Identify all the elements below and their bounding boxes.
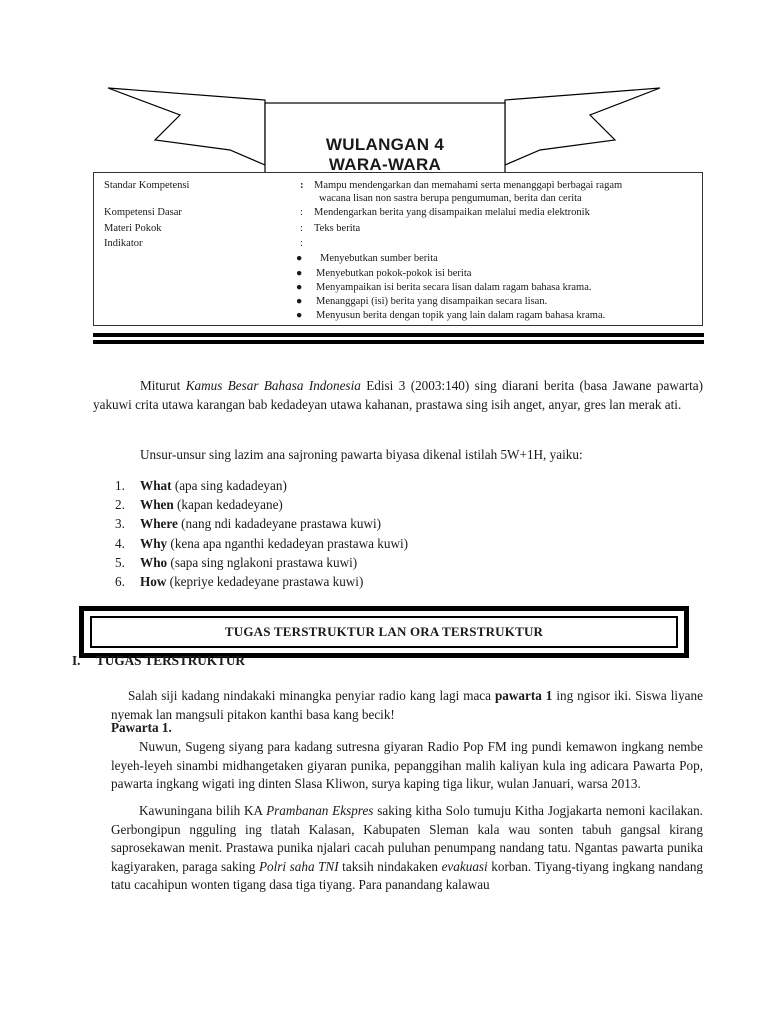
divider-rule xyxy=(93,333,704,337)
intro-paragraph: Miturut Kamus Besar Bahasa Indonesia Edisi 3 (2003:140) sing diarani berita (basa Jawane pawarta) yakuwi crita utawa karangan bab kedadeyan utawa kahanan, prastawa sing isih anget, anyar, gres lan merak ati. xyxy=(93,378,703,412)
instruction-paragraph: Salah siji kadang nindakaki minangka penyiar radio kang lagi maca pawarta 1 ing ngisor iki. Siswa liyane nyemak lan mangsuli pitakon kanthi basa kang becik! xyxy=(111,688,703,722)
competency-label: Indikator xyxy=(104,238,143,249)
list-item: 3. Where (nang ndi kadadeyane prastawa kuwi) xyxy=(115,516,382,531)
competency-colon: : xyxy=(300,223,303,234)
indicator-item: Menanggapi (isi) berita yang disampaikan secara lisan. xyxy=(316,296,548,307)
competency-box xyxy=(93,172,703,326)
divider-rule xyxy=(93,340,704,344)
tugas-heading: TUGAS TERSTRUKTUR LAN ORA TERSTRUKTUR xyxy=(90,616,678,648)
competency-colon: : xyxy=(300,207,303,218)
bullet-icon: ● xyxy=(296,296,303,307)
section-heading: TUGAS TERSTRUKTUR xyxy=(96,653,245,668)
indicator-item: Menyusun berita dengan topik yang lain dalam ragam bahasa krama. xyxy=(316,310,606,321)
ribbon-right-tail xyxy=(505,88,660,165)
bullet-icon: ● xyxy=(296,282,303,293)
section-number: I. xyxy=(72,653,81,668)
tugas-heading-frame xyxy=(79,606,689,658)
competency-value-line: Teks berita xyxy=(314,223,361,234)
list-item: 4. Why (kena apa nganthi kedadeyan prastawa kuwi) xyxy=(115,536,409,551)
pawarta-title: Pawarta 1. xyxy=(111,720,172,735)
ribbon-left-tail xyxy=(108,88,265,165)
competency-label: Standar Kompetensi xyxy=(104,180,190,191)
bullet-icon: ● xyxy=(296,268,303,279)
indicator-item: Menyampaikan isi berita secara lisan dalam ragam bahasa krama. xyxy=(316,282,592,293)
page-subtitle: WARA-WARA xyxy=(328,155,442,172)
indicator-item: Menyebutkan sumber berita xyxy=(320,253,438,264)
pawarta-paragraph: Nuwun, Sugeng siyang para kadang sutresna giyaran Radio Pop FM ing pundi kemawon ingkang nembe leyeh-leyeh sinambi midhangetaken giyaran punika, pepanggihan malih kaliyan kula ing adicara Pawarta Pop, pawarta ingkang wigati ing dinten Slasa Kliwon, surya kaping tiga likur, wulan Januari, warsa 2013. xyxy=(111,739,703,791)
indicator-item: Menyebutkan pokok-pokok isi berita xyxy=(316,268,472,279)
intro-paragraph-2: Unsur-unsur sing lazim ana sajroning pawarta biyasa dikenal istilah 5W+1H, yaiku: xyxy=(140,447,583,462)
bullet-icon: ● xyxy=(296,310,303,321)
list-item: 5. Who (sapa sing nglakoni prastawa kuwi) xyxy=(115,555,358,570)
competency-label: Materi Pokok xyxy=(104,223,162,234)
pawarta-paragraph-2: Kawuningana bilih KA Prambanan Ekspres saking kitha Solo tumuju Kitha Jogjakarta nemoni kacilakan. Gerbongipun ngguling ing tlatah Kalasan, Kabupaten Sleman kala wau sonten tabuh gangsal kirang saprosekawan menit. Prastawa punika njalari cacah puluhan penumpang nandang tatu. Ngantas pawarta punika kagiyaraken, paraga saking Polri saha TNI taksih nindakaken evakuasi korban. Tiyang-tiyang ingkang nandang tatu cacahipun wonten tigang dasa tiga tiyang. Para panandang kalawau xyxy=(111,803,704,892)
competency-colon: : xyxy=(300,238,303,249)
page-title: WULANGAN 4 xyxy=(325,135,445,154)
list-item: 6. How (kepriye kedadeyane prastawa kuwi) xyxy=(115,574,364,589)
bullet-icon: ● xyxy=(296,253,303,264)
list-item: 2. When (kapan kedadeyane) xyxy=(115,497,283,512)
competency-value-line: wacana lisan non sastra berupa pengumuman, berita dan cerita xyxy=(319,193,582,204)
competency-label: Kompetensi Dasar xyxy=(104,207,182,218)
competency-colon: : xyxy=(300,180,304,191)
list-item: 1. What (apa sing kadadeyan) xyxy=(115,478,287,493)
competency-value-line: Mampu mendengarkan dan memahami serta menanggapi berbagai ragam xyxy=(314,180,623,191)
competency-value-line: Mendengarkan berita yang disampaikan melalui media elektronik xyxy=(314,207,590,218)
